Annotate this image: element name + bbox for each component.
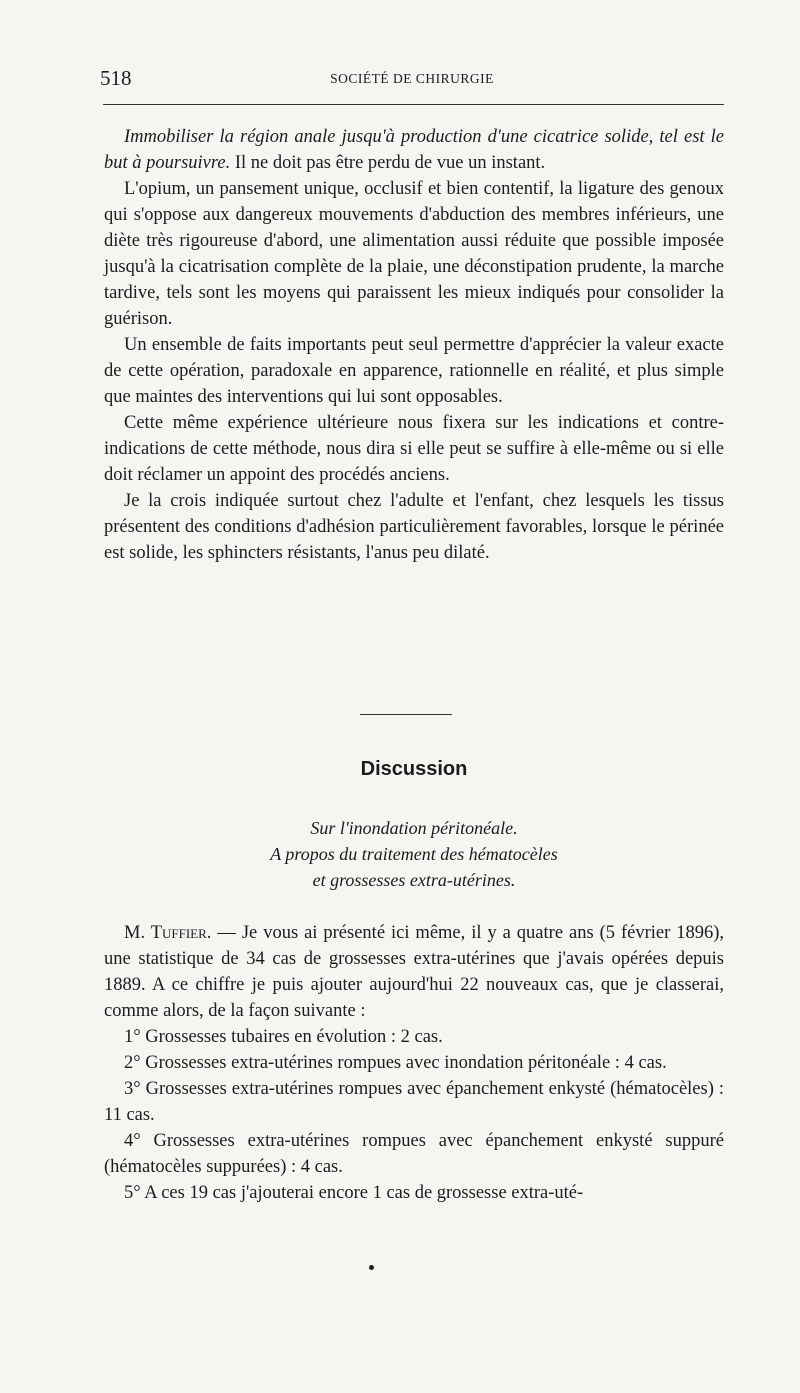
list-item: 2° Grossesses extra-utérines rompues avec inondation péritonéale : 4 cas. [124, 1053, 667, 1073]
paragraph-text: — Je vous ai présenté ici même, il y a quatre ans (5 février 1896), une statistique de 34 cas de grossesses extra-utérines que j'avais opérées depuis 1889. A ce chiffre je puis ajouter aujourd'hui 22 nouveaux cas, que je classerai, comme alors, de la façon suivante : [104, 923, 724, 1021]
subtitle-line: et grossesses extra-utérines. [312, 870, 516, 890]
list-item: 3° Grossesses extra-utérines rompues avec épanchement enkysté (hématocèles) : 11 cas. [104, 1079, 724, 1125]
emphasis-text: Immobiliser la région anale jusqu'à production d'une cicatrice solide, tel est le but à poursuivre. [104, 127, 724, 173]
page-header [100, 66, 724, 96]
paragraph: Cette même expérience ultérieure nous fixera sur les indications et contre-indications de cette méthode, nous dira si elle peut se suffire à elle-même ou si elle doit réclamer un appoint des procédés anciens. [104, 413, 724, 485]
list-item: 1° Grossesses tubaires en évolution : 2 cas. [124, 1027, 443, 1047]
section-title: Discussion [360, 758, 468, 780]
article-body [104, 124, 724, 566]
footer-mark [369, 1265, 374, 1270]
section-subtitle [104, 815, 724, 893]
page-number: 518 [100, 66, 132, 90]
list-item: 5° A ces 19 cas j'ajouterai encore 1 cas de grossesse extra-uté- [124, 1183, 584, 1203]
paragraph-text: Il ne doit pas être perdu de vue un instant. [230, 153, 546, 173]
paragraph [104, 920, 724, 1024]
paragraph: Un ensemble de faits importants peut seul permettre d'apprécier la valeur exacte de cette opération, paradoxale en apparence, rationnelle en réalité, et plus simple que maintes des interventions qui lui sont opposables. [104, 335, 724, 407]
running-title: SOCIÉTÉ DE CHIRURGIE [330, 71, 494, 86]
section-separator [360, 714, 452, 715]
speaker-name: M. Tuffier. [124, 923, 212, 943]
paragraph: Je la crois indiquée surtout chez l'adulte et l'enfant, chez lesquels les tissus présentent des conditions d'adhésion particulièrement favorables, lorsque le périnée est solide, les sphincters résistants, l'anus peu dilaté. [104, 491, 724, 563]
header-rule [103, 104, 724, 105]
discussion-body [104, 920, 724, 1206]
paragraph [104, 124, 724, 176]
subtitle-line: A propos du traitement des hématocèles [270, 844, 558, 864]
list-item: 4° Grossesses extra-utérines rompues avec épanchement enkysté suppuré (hématocèles suppurées) : 4 cas. [104, 1131, 724, 1177]
subtitle-line: Sur l'inondation péritonéale. [310, 818, 518, 838]
paragraph: L'opium, un pansement unique, occlusif et bien contentif, la ligature des genoux qui s'oppose aux dangereux mouvements d'abduction des membres inférieurs, une diète très rigoureuse d'abord, une alimentation aussi réduite que possible imposée jusqu'à la cicatrisation complète de la plaie, une déconstipation prudente, la marche tardive, tels sont les moyens qui paraissent les mieux indiqués pour consolider la guérison. [104, 179, 724, 329]
